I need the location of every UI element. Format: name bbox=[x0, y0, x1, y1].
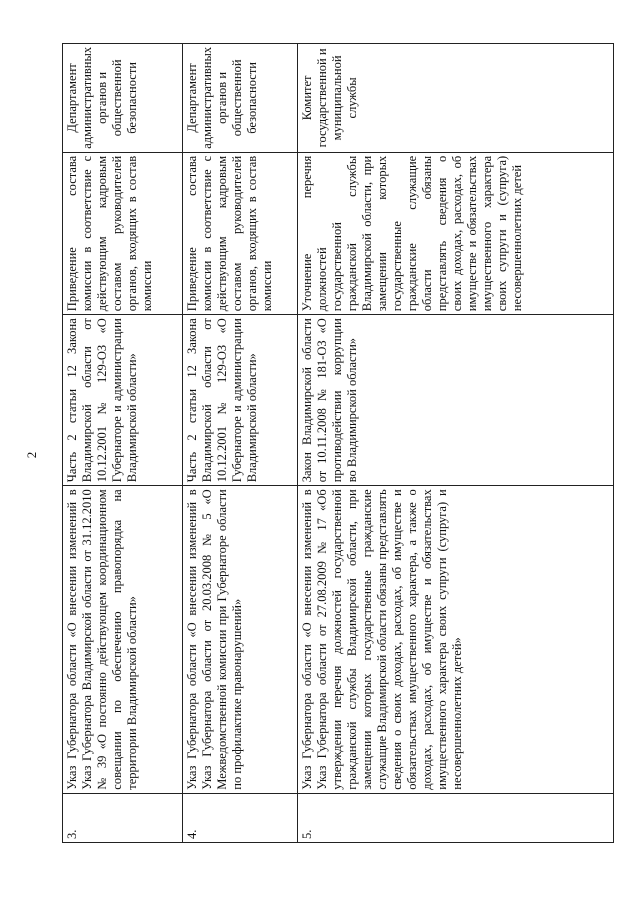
act-title-cell: Указ Губернатора области «О внесении изменений в Указ Губернатора области от 27.08.2009 № 17 «Об утверждении перечня должностей государственной гражданской службы Владимирской области, при замещении которых государственные гражданские служащие Владимирской области обязаны представлять сведения о своих доходах, расходах, об имуществе и обязательствах имущественного характера, а также о доходах, расходах, об имуществе и обязательствах имущественного характера своих супруги (супруга) и несовершеннолетних детей» bbox=[298, 486, 614, 793]
legal-basis-cell: Часть 2 статьи 12 Закона Владимирской области от 10.12.2001 № 129-ОЗ «О Губернаторе и администрации Владимирской области» bbox=[183, 315, 298, 486]
purpose-cell: Уточнение перечня должностей государственной гражданской службы Владимирской области, при замещении которых государственные гражданские служащие области обязаны представлять сведения о своих доходах, расходах, об имуществе и обязательствах имущественного характера своих супруги и (супруга) несовершеннолетних детей bbox=[298, 152, 614, 314]
table-row bbox=[183, 44, 298, 843]
rotated-table-container bbox=[62, 43, 613, 843]
purpose-cell: Приведение состава комиссии в соответствие с действующим кадровым составом руководителей органов, входящих в состав комиссии bbox=[63, 152, 183, 314]
responsible-org-cell: Департамент административных органов и общественной безопасности bbox=[183, 44, 298, 153]
table-row bbox=[298, 44, 614, 843]
responsible-org-cell: Департамент административных органов и общественной безопасности bbox=[63, 44, 183, 153]
page-number: 2 bbox=[24, 451, 39, 459]
row-number: 4. bbox=[183, 793, 298, 842]
row-number: 3. bbox=[63, 793, 183, 842]
act-title-cell: Указ Губернатора области «О внесении изменений в Указ Губернатора Владимирской области от 31.12.2010 № 39 «О постоянно действующем координационном совещании по обеспечению правопорядка на территории Владимирской области» bbox=[63, 486, 183, 793]
legal-basis-cell: Часть 2 статьи 12 Закона Владимирской области от 10.12.2001 № 129-ОЗ «О Губернаторе и администрации Владимирской области» bbox=[63, 315, 183, 486]
legal-acts-table bbox=[62, 43, 614, 843]
act-title-cell: Указ Губернатора области «О внесении изменений в Указ Губернатора области от 20.03.2008 № 5 «О Межведомственной комиссии при Губернаторе области по профилактике правонарушений» bbox=[183, 486, 298, 793]
purpose-cell: Приведение состава комиссии в соответствие с действующим кадровым составом руководителей органов, входящих в состав комиссии bbox=[183, 152, 298, 314]
row-number: 5. bbox=[298, 793, 614, 842]
legal-basis-cell: Закон Владимирской области от 10.11.2008 № 181-ОЗ «О противодействии коррупции во Владимирской области» bbox=[298, 315, 614, 486]
table-row bbox=[63, 44, 183, 843]
responsible-org-cell: Комитет государственной и муниципальной службы bbox=[298, 44, 614, 153]
